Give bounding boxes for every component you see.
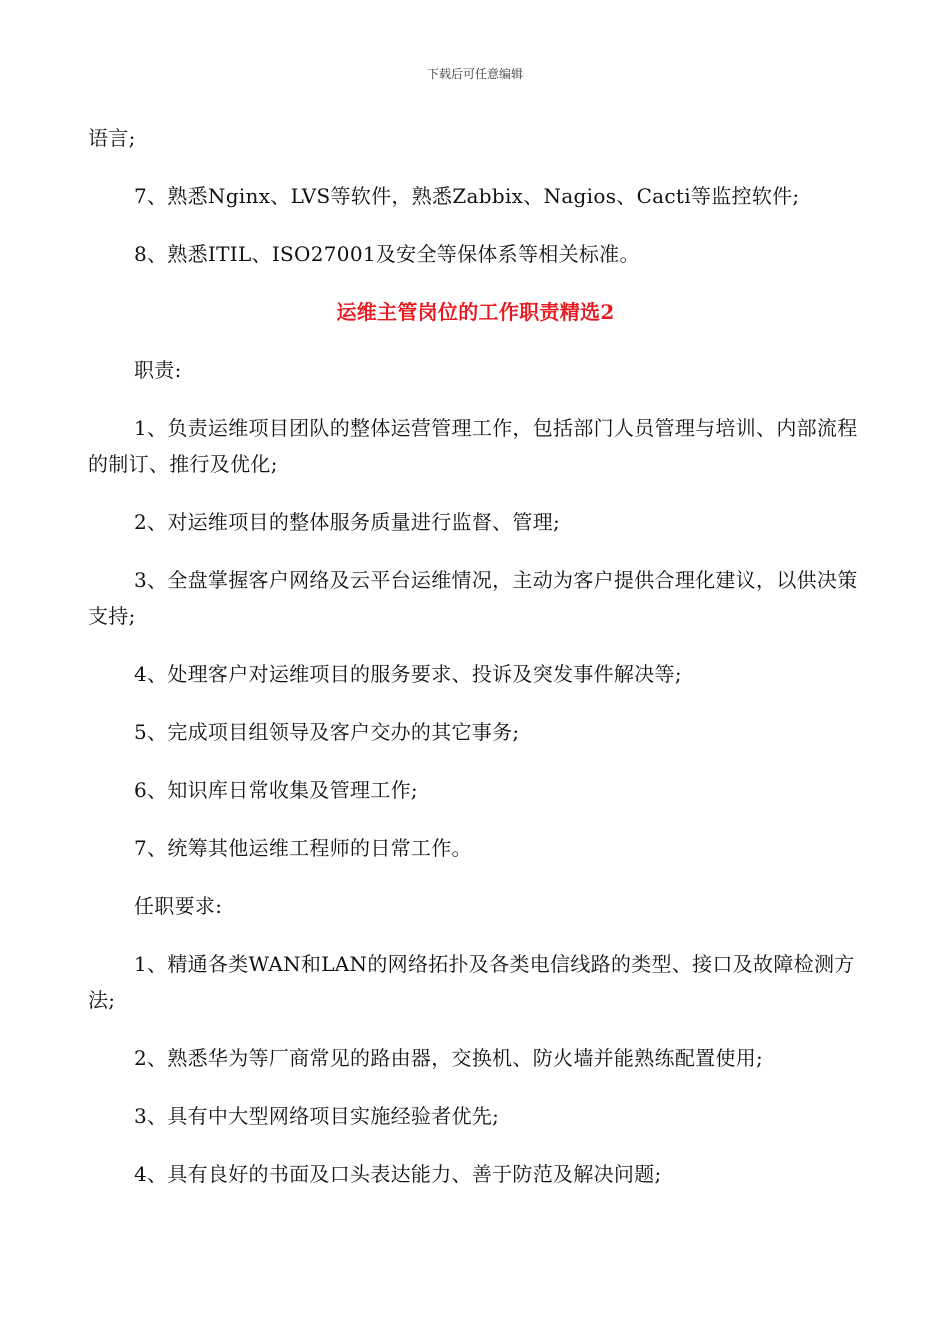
- requirement-item-3: 3、具有中大型网络项目实施经验者优先;: [134, 1104, 500, 1128]
- requirement-item-4: 4、具有良好的书面及口头表达能力、善于防范及解决问题;: [134, 1162, 662, 1186]
- duty-item-7: 7、统筹其他运维工程师的日常工作。: [134, 836, 472, 860]
- duty-item-1: 1、负责运维项目团队的整体运营管理工作，包括部门人员管理与培训、内部流程的制订、推行及优化;: [88, 416, 858, 476]
- duty-item-6: 6、知识库日常收集及管理工作;: [134, 778, 418, 802]
- paragraph-continuation: 语言;: [88, 126, 136, 150]
- paragraph-item-7: 7、熟悉Nginx、LVS等软件，熟悉Zabbix、Nagios、Cacti等监控软件;: [134, 184, 800, 208]
- duty-item-2: 2、对运维项目的整体服务质量进行监督、管理;: [134, 510, 561, 534]
- paragraph-item-8: 8、熟悉ITIL、ISO27001及安全等保体系等相关标准。: [134, 242, 640, 266]
- requirement-item-1: 1、精通各类WAN和LAN的网络拓扑及各类电信线路的类型、接口及故障检测方法;: [88, 952, 855, 1012]
- requirement-item-2: 2、熟悉华为等厂商常见的路由器，交换机、防火墙并能熟练配置使用;: [134, 1046, 764, 1070]
- page-header-note: 下载后可任意编辑: [426, 67, 523, 81]
- duties-heading: 职责:: [134, 358, 182, 382]
- requirements-heading: 任职要求:: [134, 894, 223, 918]
- duty-item-5: 5、完成项目组领导及客户交办的其它事务;: [134, 720, 520, 744]
- duty-item-4: 4、处理客户对运维项目的服务要求、投诉及突发事件解决等;: [134, 662, 682, 686]
- section-title: 运维主管岗位的工作职责精选2: [336, 300, 615, 324]
- document-body: [88, 120, 863, 1192]
- duty-item-3: 3、全盘掌握客户网络及云平台运维情况，主动为客户提供合理化建议，以供决策支持;: [88, 568, 858, 628]
